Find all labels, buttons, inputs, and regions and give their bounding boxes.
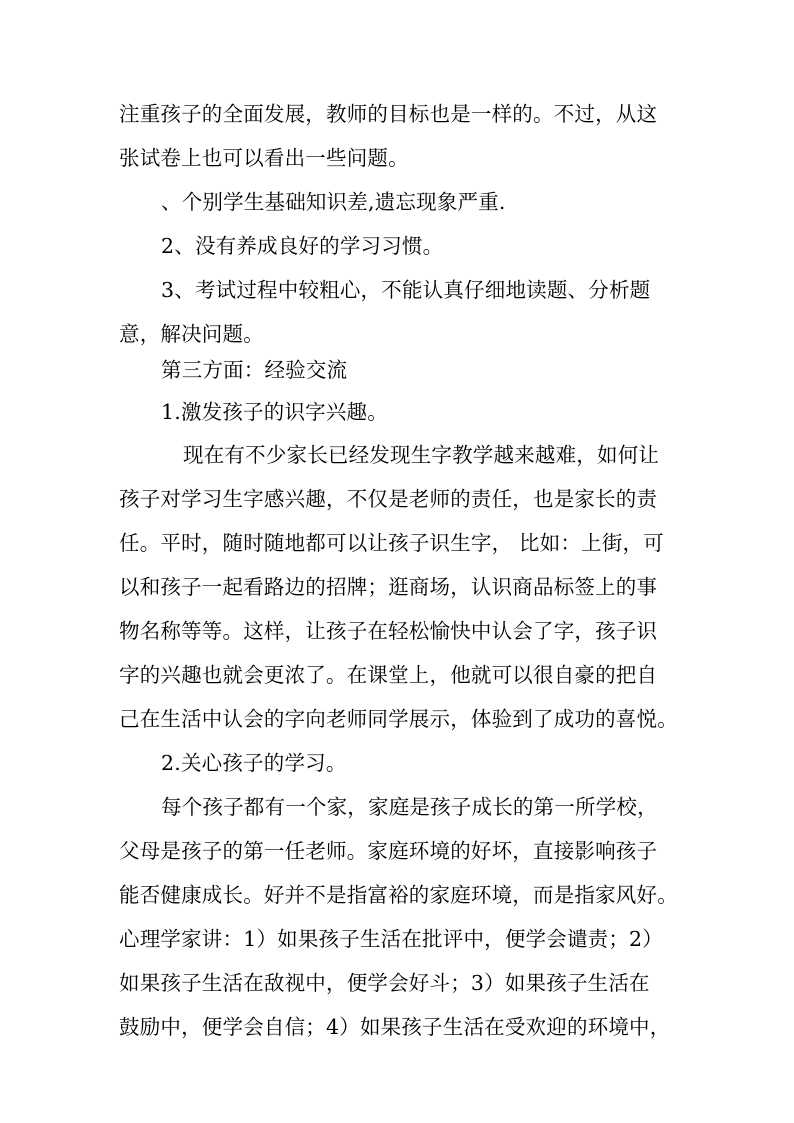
text-line: 3、考试过程中较粗心，不能认真仔细地读题、分析题 <box>161 278 651 302</box>
text-line: 物名称等等。这样，让孩子在轻松愉快中认会了字，孩子识 <box>119 619 658 643</box>
text-line: 字的兴趣也就会更浓了。在课堂上，他就可以很自豪的把自 <box>119 663 658 687</box>
text-line: 张试卷上也可以看出一些问题。 <box>119 146 409 170</box>
section-heading: 第三方面：经验交流 <box>161 358 348 382</box>
text-line: 心理学家讲：1）如果孩子生活在批评中，便学会谴责；2） <box>119 927 663 951</box>
text-line: 2、没有养成良好的学习习惯。 <box>161 234 444 258</box>
text-line: 以和孩子一起看路边的招牌；逛商场，认识商品标签上的事 <box>119 575 658 599</box>
text-line: 父母是孩子的第一任老师。家庭环境的好坏，直接影响孩子 <box>119 839 658 863</box>
text-line: 注重孩子的全面发展，教师的目标也是一样的。不过，从这 <box>119 102 658 126</box>
text-line: 任。平时，随时随地都可以让孩子识生字， 比如：上街，可 <box>119 531 664 555</box>
text-line: 如果孩子生活在敌视中，便学会好斗；3）如果孩子生活在 <box>119 971 650 995</box>
text-line: 孩子对学习生字感兴趣，不仅是老师的责任，也是家长的责 <box>119 487 658 511</box>
text-line: 己在生活中认会的字向老师同学展示，体验到了成功的喜悦。 <box>119 707 678 731</box>
subsection-heading: 2.关心孩子的学习。 <box>161 751 347 775</box>
text-line: 鼓励中，便学会自信；4）如果孩子生活在受欢迎的环境中， <box>119 1015 671 1039</box>
text-line: 意，解决问题。 <box>119 322 264 346</box>
text-line: 现在有不少家长已经发现生字教学越来越难，如何让 <box>183 443 660 467</box>
subsection-heading: 1.激发孩子的识字兴趣。 <box>161 400 388 424</box>
text-line: 、个别学生基础知识差,遗忘现象严重. <box>161 190 506 214</box>
text-line: 能否健康成长。好并不是指富裕的家庭环境，而是指家风好。 <box>119 883 678 907</box>
text-line: 每个孩子都有一个家，家庭是孩子成长的第一所学校， <box>161 795 658 819</box>
